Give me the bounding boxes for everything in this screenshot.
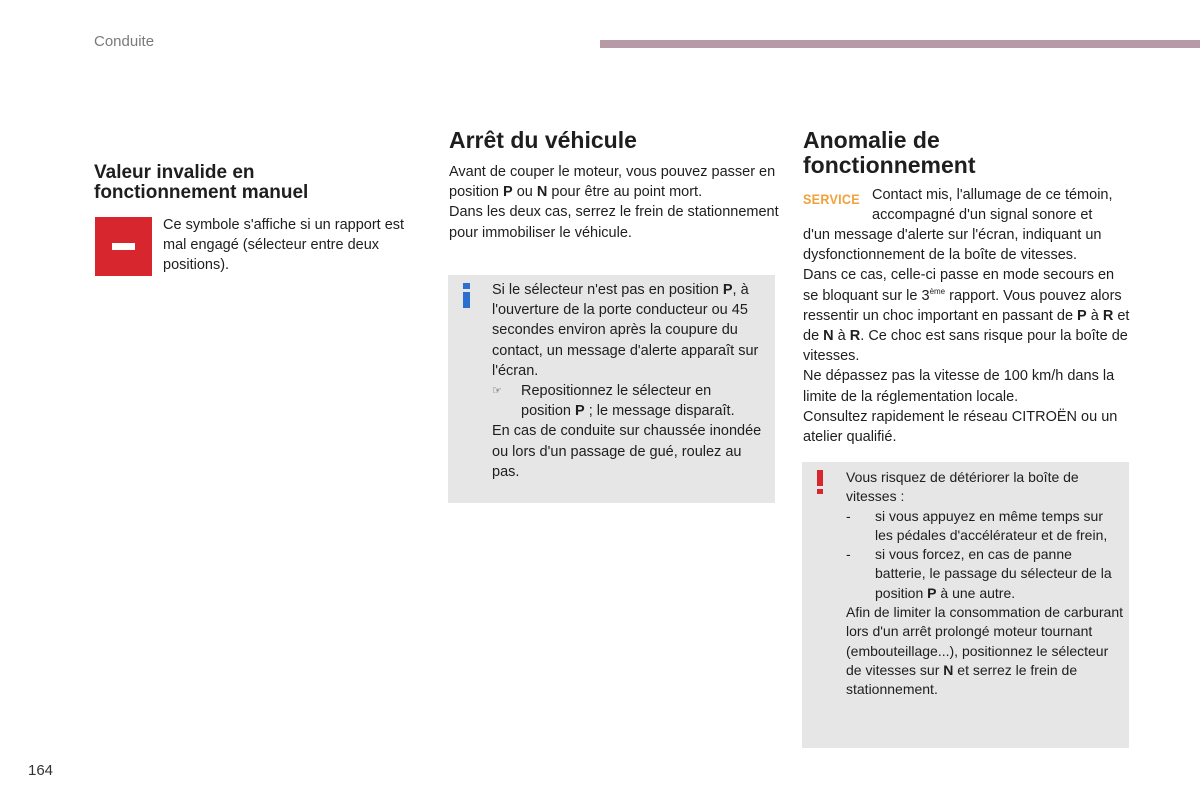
text-run: , à l'ouverture de la porte conducteur ou 45 secondes environ après la coupure du contact, un message d'alerte apparaît sur l'écran. [492, 282, 759, 379]
right-section-title [803, 128, 976, 178]
text-run: Avant de couper le moteur, vous pouvez passer en position [449, 164, 776, 201]
position-key: P [927, 584, 937, 601]
warning-item-2 [846, 545, 1124, 603]
right-paragraph-1: d'un message d'alerte sur l'écran, indiquant un dysfonctionnement de la boîte de vitesses. [803, 227, 1102, 264]
text-run: à [1086, 307, 1103, 324]
middle-paragraph-2: Dans les deux cas, serrez le frein de stationnement pour immobiliser le véhicule. [449, 204, 779, 241]
info-box-text [492, 280, 764, 482]
text-run: à [833, 328, 850, 345]
position-key: P [503, 184, 513, 201]
dash-bullet: - [846, 507, 851, 524]
right-paragraph-4: Consultez rapidement le réseau CITROËN ou un atelier qualifié. [803, 408, 1118, 446]
position-key: R [1102, 307, 1114, 324]
right-body [803, 225, 1133, 447]
left-title-line1: Valeur invalide en [94, 162, 255, 183]
middle-body [449, 162, 779, 243]
text-run: . Ce choc est sans risque pour la boîte de vitesses. [803, 328, 1128, 365]
text-line: accompagné d'un signal sonore et [872, 207, 1093, 224]
left-description: Ce symbole s'affiche si un rapport est mal engagé (sélecteur entre deux positions). [163, 217, 405, 274]
info-paragraph-1 [492, 280, 764, 381]
superscript: ème [929, 286, 946, 296]
text-run: rapport. Vous pouvez alors ressentir un choc important en passant de [803, 287, 1122, 324]
position-key: N [823, 328, 834, 345]
text-run: ou [512, 184, 537, 201]
position-key: N [943, 661, 954, 678]
text-run: et serrez le frein de stationnement. [846, 661, 1078, 698]
right-paragraph-3: Ne dépassez pas la vitesse de 100 km/h dans la limite de la réglementation locale. [803, 368, 1115, 405]
text-run: Dans ce cas, celle-ci passe en mode secours en se bloquant sur le 3 [803, 267, 1115, 304]
left-section-title [94, 163, 414, 203]
info-bullet [492, 381, 764, 421]
exclamation-icon [815, 470, 825, 496]
page-number: 164 [28, 762, 54, 779]
warning-item-1 [846, 507, 1124, 546]
pointing-hand-icon: ☞ [492, 385, 502, 398]
text-run: et de [803, 307, 1130, 345]
text-run: Repositionnez le sélecteur en position [521, 383, 712, 420]
info-paragraph-2: En cas de conduite sur chaussée inondée ou lors d'un passage de gué, roulez au pas. [492, 423, 762, 480]
position-key: P [722, 282, 733, 298]
service-warning-icon: SERVICE [803, 191, 860, 207]
warning-box-text [846, 468, 1124, 700]
middle-paragraph-1 [449, 162, 779, 202]
position-key: R [849, 328, 861, 345]
section-bar [600, 40, 1200, 48]
position-key: N [536, 184, 548, 201]
section-label: Conduite [94, 33, 155, 50]
text-run: si vous appuyez en même temps sur les pédales d'accélérateur et de frein, [875, 507, 1108, 543]
text-run: pour être au point mort. [547, 184, 703, 201]
text-run: si vous forcez, en cas de panne batterie, le passage du sélecteur de la position [875, 546, 1112, 601]
right-paragraph-2 [803, 265, 1133, 366]
text-run: Si le sélecteur n'est pas en position [492, 282, 723, 298]
middle-section-title: Arrêt du véhicule [449, 127, 637, 153]
position-key: P [1077, 307, 1087, 324]
text-run: Afin de limiter la consommation de carburant lors d'un arrêt prolongé moteur tournant (embouteillage...), positionnez le sélecteur de vitesses sur [846, 604, 1124, 678]
gear-invalid-icon [95, 217, 152, 276]
right-intro-lines [872, 185, 1142, 225]
warning-paragraph [846, 603, 1124, 699]
dash-bullet: - [846, 546, 851, 563]
right-title-line2: fonctionnement [803, 152, 976, 178]
text-run: à une autre. [936, 584, 1016, 601]
left-title-line2: fonctionnement manuel [94, 182, 309, 203]
info-icon [463, 283, 471, 307]
right-title-line1: Anomalie de [803, 127, 940, 153]
position-key: P [575, 403, 585, 420]
text-run: ; le message disparaît. [584, 403, 735, 420]
text-line: Contact mis, l'allumage de ce témoin, [872, 187, 1113, 203]
warning-intro: Vous risquez de détériorer la boîte de vitesses : [846, 469, 1079, 505]
